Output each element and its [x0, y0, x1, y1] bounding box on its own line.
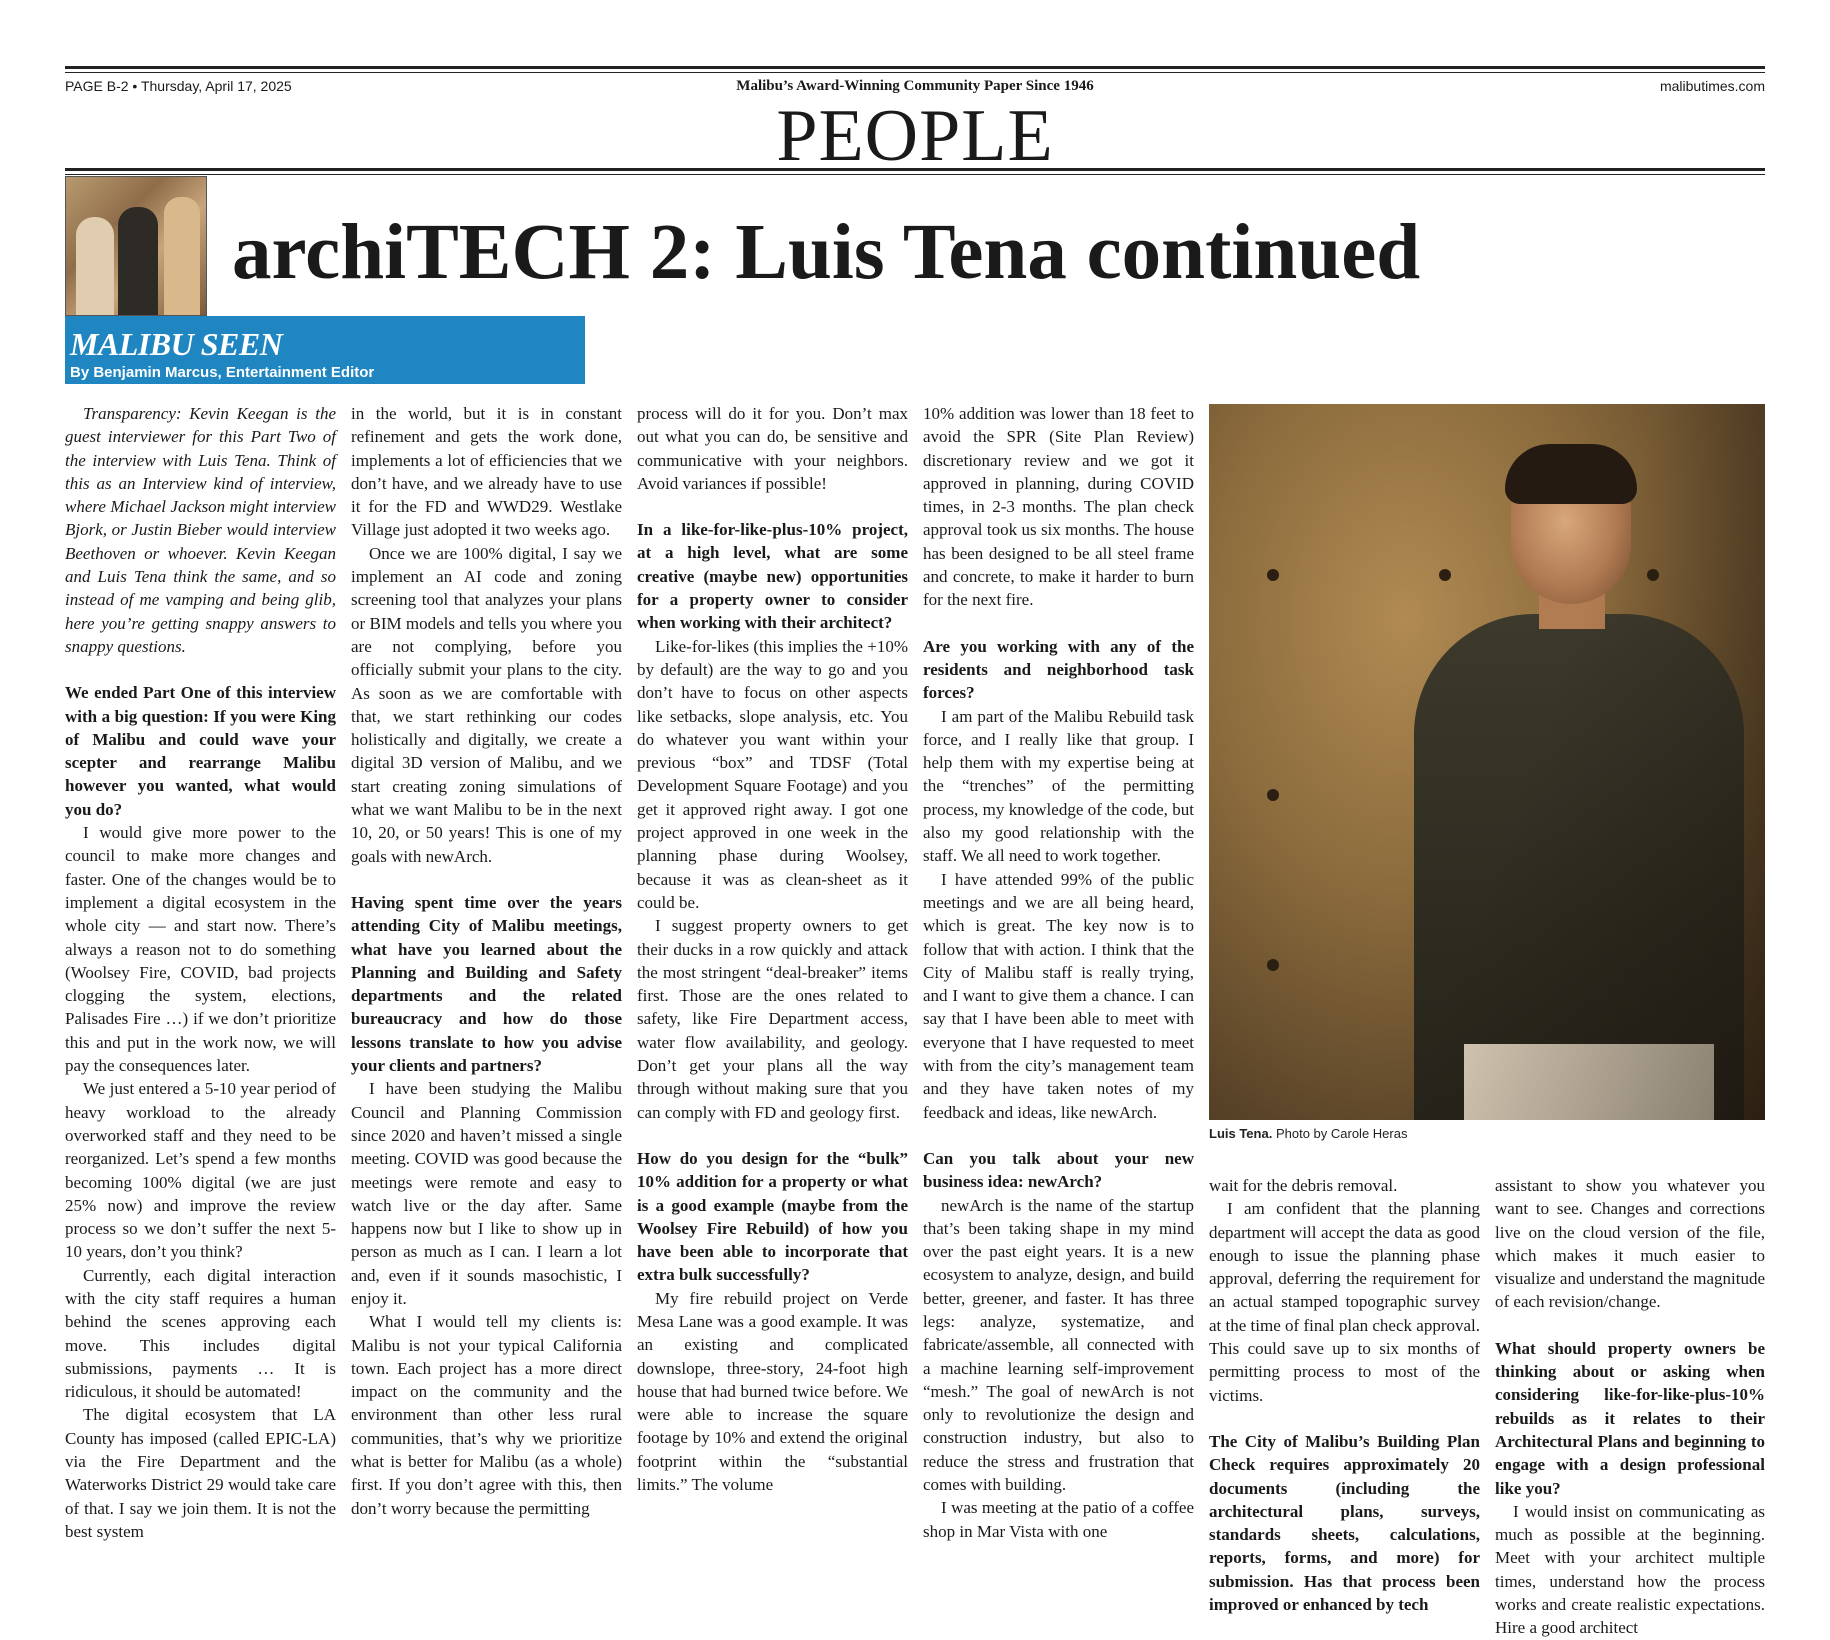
paragraph: Currently, each digital interaction with the city staff requires a human behind the scenes approving each move. This includes digital submissions, payments … It is ridiculous, it should be automated!	[65, 1265, 336, 1402]
paragraph: assistant to show you whatever you want to see. Changes and corrections live on the cloud version of the file, which makes it much easier to visualize and understand the magnitude of each revision/change.	[1495, 1176, 1765, 1312]
article-column-3	[637, 402, 908, 1496]
paragraph: My fire rebuild project on Verde Mesa Lane was a good example. It was an existing and complicated downslope, three-story, 24-foot high house that had burned twice before. We were able to increase the square footage by 10% and extend the original footprint within the “substantial limits.” The volume	[637, 1288, 908, 1495]
paragraph: 10% addition was lower than 18 feet to avoid the SPR (Site Plan Review) discretionary review and we got it approved in planning, during COVID times, in 2-3 months. The plan check approval took us six months. The house has been designed to be all steel frame and concrete, to make it harder to burn for the next fire.	[923, 404, 1194, 610]
paragraph: I suggest property owners to get their ducks in a row quickly and attack the most stringent “deal-breaker” items first. Those are the ones related to safety, like Fire Department access, water flow availability, and geology. Don’t get your plans all the way through without making sure that you can comply with FD and geology first.	[637, 916, 908, 1122]
column-tag	[65, 316, 585, 384]
paragraph: I would insist on communicating as much as possible at the beginning. Meet with your architect multiple times, understand how the process works and create realistic expectations. Hire a good architect	[1495, 1501, 1765, 1638]
article-column-5	[1209, 1174, 1480, 1616]
column-headshot-image	[65, 176, 207, 316]
article-headline: archiTECH 2: Luis Tena continued	[232, 209, 1421, 296]
question: Are you working with any of the residents and neighborhood task forces?	[923, 636, 1194, 703]
question: The City of Malibu’s Building Plan Check requires approximately 20 documents (including the architectural plans, surveys, standards sheets, calculations, reports, forms, and more) for submission. Has that process been improved or enhanced by tech	[1209, 1431, 1480, 1615]
paragraph: We just entered a 5-10 year period of heavy workload to the already overworked staff and they need to be reorganized. Let’s spend a few months becoming 100% digital (we are just 25% now) and improve the review process so we don’t suffer the next 5-10 years, don’t you think?	[65, 1079, 336, 1262]
paragraph: I was meeting at the patio of a coffee shop in Mar Vista with one	[923, 1498, 1194, 1541]
paragraph: in the world, but it is in constant refinement and gets the work done, implements a lot of efficiencies that we don’t have, and we already have to use it for the FD and WWD29. Westlake Village just adopted it two weeks ago.	[351, 404, 622, 540]
question: Can you talk about your new business idea: newArch?	[923, 1148, 1194, 1192]
intro-paragraph: Transparency: Kevin Keegan is the guest interviewer for this Part Two of the interview with Luis Tena. Think of this as an Interview kind of interview, where Michael Jackson might interview Bjork, or Justin Bieber would interview Beethoven or whoever. Kevin Keegan and Luis Tena think the same, and so instead of me vamping and being glib, here you’re getting snappy answers to snappy questions.	[65, 404, 336, 656]
question: How do you design for the “bulk” 10% addition for a property or what is a good example (maybe from the Woolsey Fire Rebuild) of how you have been able to incorporate that extra bulk successfully?	[637, 1148, 908, 1285]
section-rule-thin	[65, 174, 1765, 175]
paragraph: Like-for-likes (this implies the +10% by default) are the way to go and you don’t have to focus on other aspects like setbacks, slope analysis, etc. You do whatever you want within your previous “box” and TDSF (Total Development Square Footage) and you get it approved right away. I got one project approved in one week in the planning phase during Woolsey, because it was as clean-sheet as it could be.	[637, 636, 908, 912]
paragraph: wait for the debris removal.	[1209, 1176, 1398, 1195]
paragraph: I am confident that the planning department will accept the data as good enough to issue the planning phase approval, deferring the requirement for an actual stamped topographic survey at the time of final plan check approval. This could save up to six months of permitting process to most of the victims.	[1209, 1199, 1480, 1405]
masthead-rule-thin	[65, 72, 1765, 73]
paragraph: The digital ecosystem that LA County has imposed (called EPIC-LA) via the Fire Department and the Waterworks District 29 would take care of that. I say we join them. It is not the best system	[65, 1405, 336, 1541]
byline: By Benjamin Marcus, Entertainment Editor	[70, 364, 375, 381]
luis-tena-photo	[1209, 404, 1765, 1120]
paragraph: I have been studying the Malibu Council and Planning Commission since 2020 and haven’t missed a single meeting. COVID was good because the meetings were remote and easy to watch live or the day after. Same happens now but I like to show up in person as much as I can. I learn a lot and, even if it sounds masochistic, I enjoy it.	[351, 1079, 622, 1308]
article-column-2	[351, 402, 622, 1520]
column-name: MALIBU SEEN	[70, 326, 283, 362]
paragraph: newArch is the name of the startup that’s been taking shape in my mind over the past eight years. It is a new ecosystem to analyze, design, and build better, greener, and faster. It has three legs: analyze, systematize, and fabricate/assemble, all connected with a machine learning self-improvement “mesh.” The goal of newArch is not only to revolutionize the design and construction industry, but also to reduce the stress and frustration that comes with building.	[923, 1195, 1194, 1495]
section-rule	[65, 168, 1765, 171]
question: In a like-for-like-plus-10% project, at a high level, what are some creative (maybe new) opportunities for a property owner to consider when working with their architect?	[637, 520, 908, 633]
paragraph: I am part of the Malibu Rebuild task force, and I really like that group. I help them with my expertise being at the “trenches” of the permitting process, my knowledge of the code, but also my good relationship with the staff. We all need to work together.	[923, 706, 1194, 866]
paper-tagline: Malibu’s Award-Winning Community Paper Since 1946	[736, 78, 1094, 94]
article-column-4	[923, 402, 1194, 1543]
photo-caption	[1209, 1126, 1407, 1141]
question: We ended Part One of this interview with a big question: If you were King of Malibu and could wave your scepter and rearrange Malibu however you wanted, what would you do?	[65, 683, 336, 819]
paragraph: I would give more power to the council to make more changes and faster. One of the changes would be to implement a digital ecosystem in the whole city — and start now. There’s always a reason not to do something (Woolsey Fire, COVID, bad projects clogging the system, elections, Palisades Fire …) if we don’t prioritize this and put in the work now, we will pay the consequences later.	[65, 823, 336, 1076]
paragraph: I have attended 99% of the public meetings and we are all being heard, which is great. The key now is to follow that with action. I think that the City of Malibu staff is really trying, and I want to give them a chance. I can say that I have been able to meet with everyone that I have requested to meet with from the city’s management team and they have taken notes of my feedback and ideas, like newArch.	[923, 869, 1194, 1122]
question: What should property owners be thinking about or asking when considering like-for-like-plus-10% rebuilds as it relates to their Architectural Plans and beginning to engage with a design professional like you?	[1495, 1338, 1765, 1498]
caption-credit: Photo by Carole Heras	[1275, 1126, 1408, 1141]
caption-name: Luis Tena.	[1209, 1126, 1273, 1141]
paragraph: Once we are 100% digital, I say we implement an AI code and zoning screening tool that analyzes your plans or BIM models and tells you where you are not complying, before you officially submit your plans to the city. As soon as we are comfortable with that, we start rethinking our codes holistically and digitally, we create a digital 3D version of Malibu, and we start creating zoning simulations of what we want Malibu to be in the next 10, 20, or 50 years! This is one of my goals with newArch.	[351, 543, 622, 866]
article-column-1	[65, 402, 336, 1543]
question: Having spent time over the years attending City of Malibu meetings, what have you learned about the Planning and Building and Safety departments and the related bureaucracy and how do those lessons translate to how you advise your clients and partners?	[351, 892, 622, 1076]
paragraph: What I would tell my clients is: Malibu is not your typical California town. Each project has a more direct impact on the community and the environment than other less rural communities, that’s why we prioritize what is better for Malibu (as a whole) first. If you don’t agree with this, then don’t worry because the permitting	[351, 1312, 622, 1518]
article-column-6	[1495, 1174, 1765, 1640]
section-title: PEOPLE	[776, 95, 1054, 177]
website-link[interactable]: malibutimes.com	[1659, 78, 1765, 94]
masthead-rule	[65, 66, 1765, 69]
page-info: PAGE B-2 • Thursday, April 17, 2025	[65, 78, 292, 94]
paragraph: process will do it for you. Don’t max out what you can do, be sensitive and communicative with your neighbors. Avoid variances if possible!	[637, 404, 908, 493]
